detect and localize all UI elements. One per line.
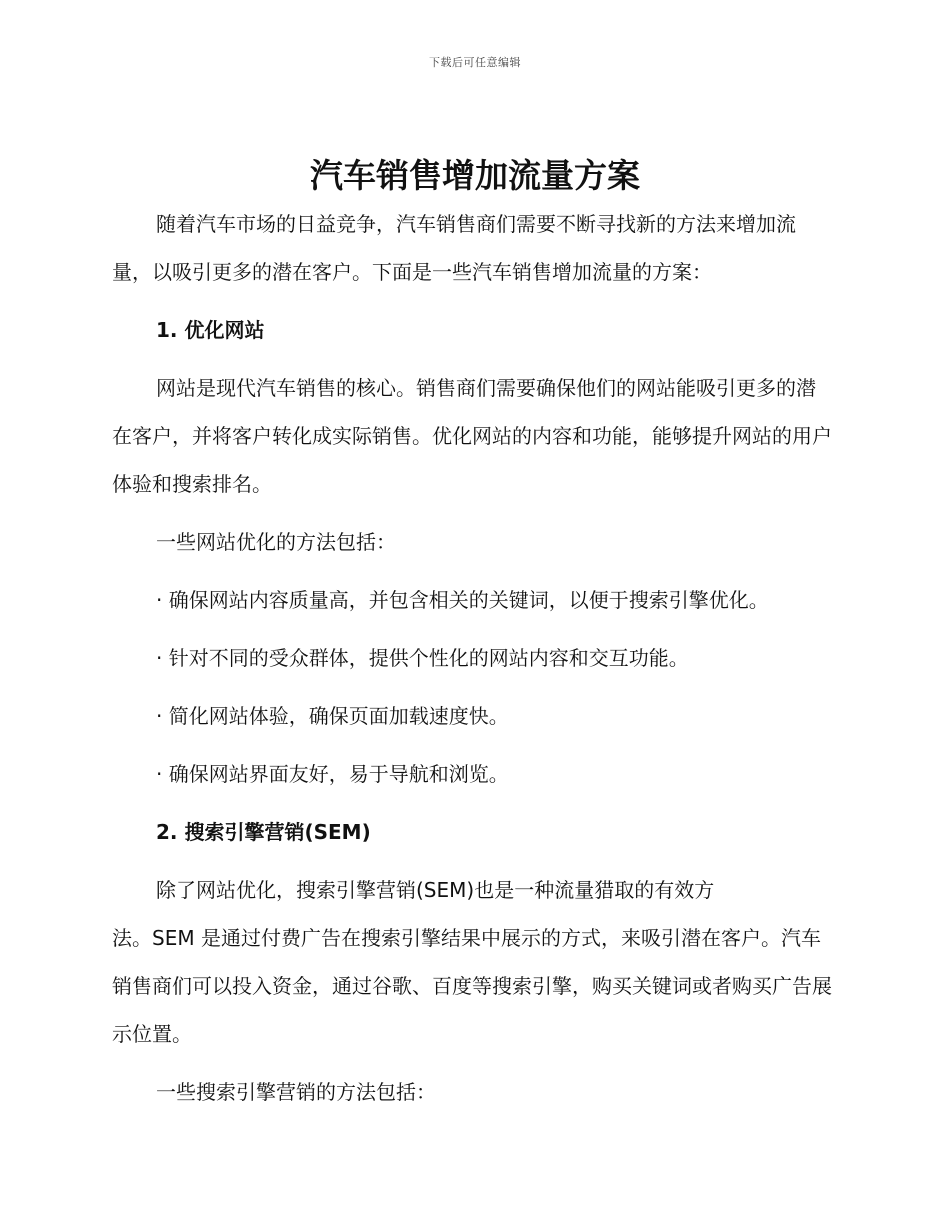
section-2-paragraph (112, 866, 832, 1058)
section-2-methods-intro: 一些搜索引擎营销的方法包括： (156, 1080, 436, 1104)
list-item: · 确保网站内容质量高，并包含相关的关键词，以便于搜索引擎优化。 (156, 588, 769, 612)
list-item: · 针对不同的受众群体，提供个性化的网站内容和交互功能。 (156, 646, 689, 670)
intro-paragraph: 随着汽车市场的日益竞争，汽车销售商们需要不断寻找新的方法来增加流量，以吸引更多的潜在客户。下面是一些汽车销售增加流量的方案： (112, 212, 796, 284)
list-item: · 简化网站体验，确保页面加载速度快。 (156, 704, 509, 728)
section-2-heading: 2. 搜索引擎营销(SEM) (156, 820, 371, 844)
section-2-paragraph-line1: 除了网站优化，搜索引擎营销(SEM)也是一种流量猎取的有效方 (156, 878, 715, 902)
list-item: · 确保网站界面友好，易于导航和浏览。 (156, 762, 509, 786)
header-note: 下载后可任意编辑 (429, 56, 521, 69)
section-1-paragraph: 网站是现代汽车销售的核心。销售商们需要确保他们的网站能吸引更多的潜在客户，并将客户转化成实际销售。优化网站的内容和功能，能够提升网站的用户体验和搜索排名。 (112, 376, 832, 496)
document-body (112, 200, 832, 1116)
section-1-methods-intro: 一些网站优化的方法包括： (156, 530, 396, 554)
section-1-heading: 1. 优化网站 (156, 318, 265, 342)
section-2-paragraph-rest: 法。SEM 是通过付费广告在搜索引擎结果中展示的方式，来吸引潜在客户。汽车销售商们可以投入资金，通过谷歌、百度等搜索引擎，购买关键词或者购买广告展示位置。 (112, 926, 832, 1046)
document-title: 汽车销售增加流量方案 (310, 156, 640, 195)
